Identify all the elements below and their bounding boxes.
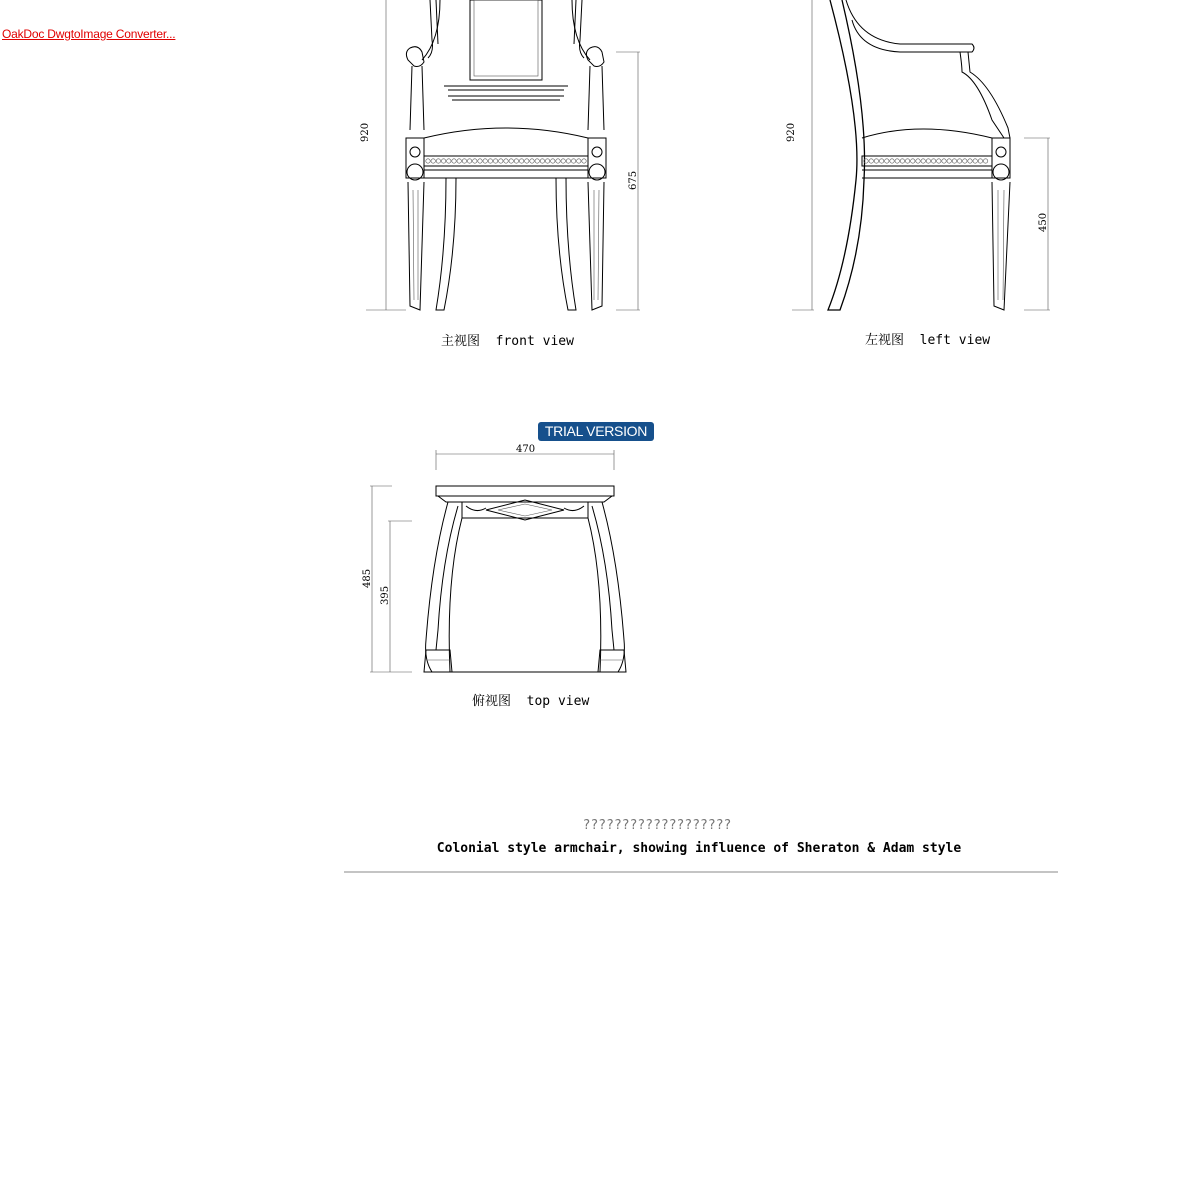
nailhead [509, 159, 513, 163]
front-view-height-dim: 920 [360, 122, 371, 142]
nailhead [921, 159, 925, 163]
nailhead [890, 159, 894, 163]
nailhead [577, 159, 581, 163]
front-view-seat-dim: 675 [628, 170, 639, 190]
nailhead [911, 159, 915, 163]
nailhead [937, 159, 941, 163]
nailhead [963, 159, 967, 163]
left-view-drawing [792, 0, 1050, 310]
nailhead [566, 159, 570, 163]
left-view-height-dim: 920 [786, 122, 797, 142]
nailhead [535, 159, 539, 163]
nailhead [462, 159, 466, 163]
nailhead [931, 159, 935, 163]
nailhead [530, 159, 534, 163]
nailhead [869, 159, 873, 163]
top-view-depth-dim: 485 [362, 568, 373, 588]
nailhead [905, 159, 909, 163]
nailhead [942, 159, 946, 163]
nailhead [571, 159, 575, 163]
nailhead [545, 159, 549, 163]
top-view-inner-dim: 395 [380, 585, 391, 605]
nailhead [957, 159, 961, 163]
nailhead [473, 159, 477, 163]
nailhead [874, 159, 878, 163]
nailhead [441, 159, 445, 163]
nailhead [447, 159, 451, 163]
nailhead [436, 159, 440, 163]
nailhead [499, 159, 503, 163]
nailhead [973, 159, 977, 163]
nailhead [968, 159, 972, 163]
trial-version-badge: TRIAL VERSION [538, 422, 654, 441]
nailhead [540, 159, 544, 163]
front-view-label: 主视图 front view [441, 334, 574, 349]
left-view-label: 左视图 left view [865, 333, 991, 348]
nailhead [551, 159, 555, 163]
nailhead [885, 159, 889, 163]
nailhead [452, 159, 456, 163]
nailhead [926, 159, 930, 163]
nailhead [525, 159, 529, 163]
nailhead [947, 159, 951, 163]
nailhead [467, 159, 471, 163]
nailhead [488, 159, 492, 163]
nailhead [978, 159, 982, 163]
nailhead [879, 159, 883, 163]
nailhead [457, 159, 461, 163]
nailhead [916, 159, 920, 163]
nailhead [504, 159, 508, 163]
nailhead [431, 159, 435, 163]
caption-garbled-title: ??????????????????? [582, 818, 732, 833]
nailhead [483, 159, 487, 163]
caption-english-title: Colonial style armchair, showing influence of Sheraton & Adam style [436, 841, 962, 856]
nailhead [952, 159, 956, 163]
nailhead [983, 159, 987, 163]
nailhead [519, 159, 523, 163]
top-view-label: 俯视图 top view [472, 694, 590, 709]
top-view-width-dim: 470 [516, 444, 536, 455]
nailhead [478, 159, 482, 163]
nailhead [900, 159, 904, 163]
nailhead [561, 159, 565, 163]
left-view-seat-dim: 450 [1038, 212, 1049, 232]
nailhead [895, 159, 899, 163]
nailhead [556, 159, 560, 163]
converter-watermark-link[interactable]: OakDoc DwgtoImage Converter... [2, 27, 176, 41]
nailhead [514, 159, 518, 163]
nailhead [493, 159, 497, 163]
nailhead [426, 159, 430, 163]
front-view-drawing [366, 0, 640, 310]
nailhead [582, 159, 586, 163]
top-view-drawing [370, 450, 626, 672]
